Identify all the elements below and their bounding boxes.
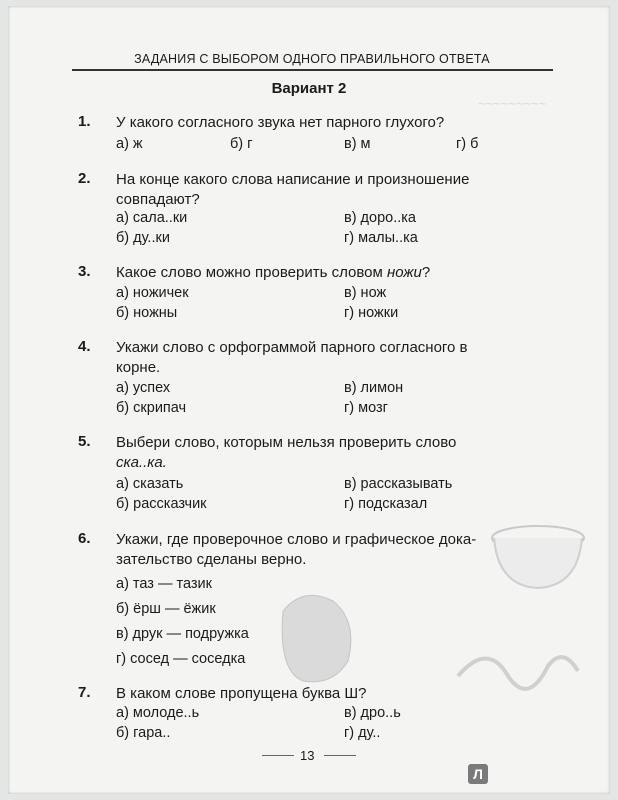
answer-option[interactable]: г) мозг (344, 400, 388, 416)
page-number: 13 (300, 748, 315, 763)
answer-option[interactable]: а) ж (116, 136, 143, 152)
question-text: совпадают? (116, 191, 200, 208)
question-text: корне. (116, 359, 161, 376)
question-text-part: Какое слово можно проверить словом (116, 264, 387, 281)
answer-option[interactable]: б) рассказчик (116, 496, 207, 512)
answer-option[interactable]: в) дро..ь (344, 705, 401, 721)
answer-option[interactable]: в) лимон (344, 380, 404, 396)
question-text: Выбери слово, которым нельзя проверить слово (116, 434, 457, 451)
question-number: 4. (78, 338, 91, 355)
footer-rule-left (262, 755, 294, 756)
footer-rule-right (324, 755, 356, 756)
answer-option[interactable]: а) успех (116, 380, 171, 396)
pigeon-illustration (263, 581, 363, 691)
question-number: 2. (78, 170, 91, 187)
answer-option[interactable]: г) ножки (344, 305, 399, 321)
answer-option[interactable]: б) скрипач (116, 400, 187, 416)
question-number: 3. (78, 263, 91, 280)
answer-option[interactable]: а) таз — тазик (116, 576, 212, 592)
answer-option[interactable]: б) ножны (116, 305, 178, 321)
question-number: 5. (78, 433, 91, 450)
question-keyword: ска..ка. (116, 454, 167, 471)
question-text (116, 263, 556, 283)
question-text: На конце какого слова написание и произношение (116, 171, 470, 188)
question-number: 7. (78, 684, 91, 701)
answer-option[interactable]: б) ёрш — ёжик (116, 601, 216, 617)
answer-option[interactable]: б) г (230, 136, 253, 152)
answer-option[interactable]: в) нож (344, 285, 387, 301)
answer-option[interactable]: г) б (456, 136, 479, 152)
answer-option[interactable]: г) ду.. (344, 725, 381, 741)
answer-option[interactable]: в) м (344, 136, 371, 152)
answer-option[interactable]: а) сказать (116, 476, 184, 492)
question-number: 1. (78, 113, 91, 130)
answer-option[interactable]: а) сала..ки (116, 210, 188, 226)
question-text: У какого согласного звука нет парного глухого? (116, 114, 445, 131)
answer-option[interactable]: г) малы..ка (344, 230, 418, 246)
answer-option[interactable]: в) друк — подружка (116, 626, 249, 642)
question-text: В каком слове пропущена буква Ш? (116, 685, 367, 702)
variant-title: Вариант 2 (271, 80, 347, 97)
question-keyword: ножи (386, 264, 422, 281)
question-text-part: ? (421, 264, 431, 281)
question-number: 6. (78, 530, 91, 547)
section-header: ЗАДАНИЯ С ВЫБОРОМ ОДНОГО ПРАВИЛЬНОГО ОТВЕТА (134, 52, 490, 66)
question-text: зательство сделаны верно. (116, 551, 307, 568)
answer-option[interactable]: г) сосед — соседка (116, 651, 246, 667)
answer-option[interactable]: а) молоде..ь (116, 705, 200, 721)
answer-option[interactable]: б) ду..ки (116, 230, 170, 246)
answer-option[interactable]: а) ножичек (116, 285, 189, 301)
bleed-through-text: ~~~~~~~~~ (478, 96, 547, 111)
header-rule (72, 69, 553, 71)
answer-option[interactable]: б) гара.. (116, 725, 171, 741)
answer-option[interactable]: в) рассказывать (344, 476, 453, 492)
question-text: Укажи, где проверочное слово и графическое дока- (116, 531, 477, 548)
answer-option[interactable]: г) подсказал (344, 496, 428, 512)
answer-option[interactable]: в) доро..ка (344, 210, 416, 226)
labirint-logo-icon: Л (468, 764, 488, 784)
question-text: Укажи слово с орфограммой парного согласного в (116, 339, 468, 356)
